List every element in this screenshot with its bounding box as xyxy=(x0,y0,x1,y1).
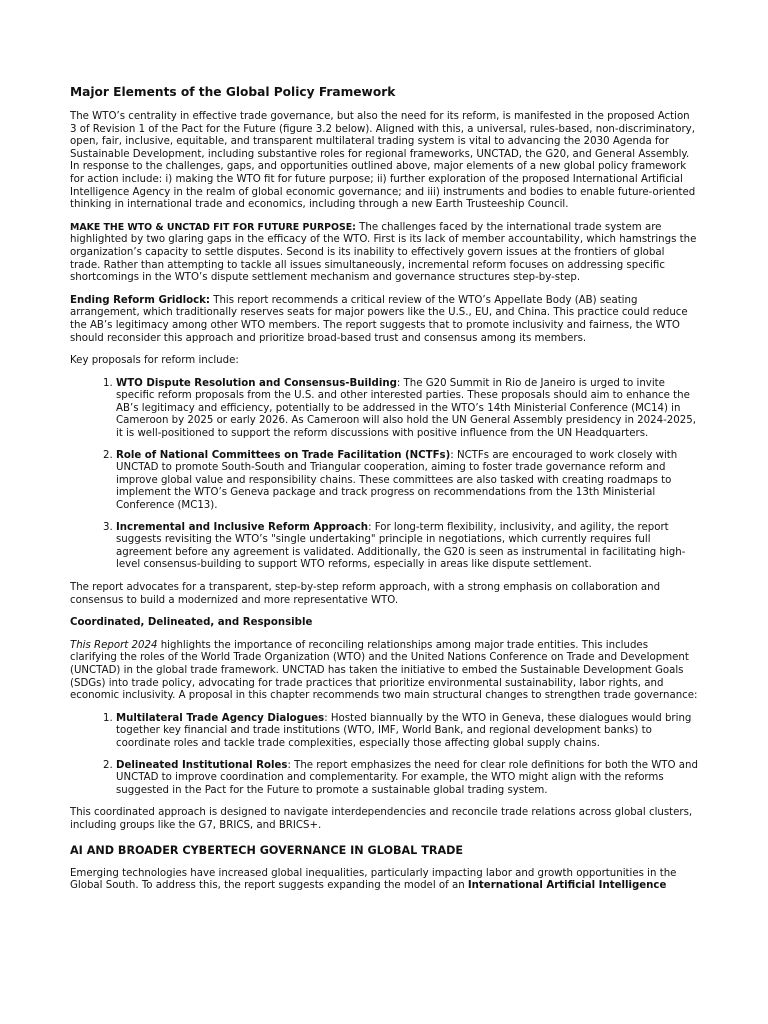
report-title-italic: This Report 2024 xyxy=(70,639,158,651)
ai-bold-term: International Artificial Intelligence xyxy=(467,880,667,892)
ai-text: Emerging technologies have increased global inequalities, particularly impacting labor and growth opportunities in the Global South. To address this, the report suggests expanding the model of an xyxy=(70,867,677,892)
structural-text: : Hosted biannually by the WTO in Geneva, these dialogues would bring together key financial and trade institutions (WTO, IMF, World Bank, and regional development banks) to coordinate roles and tackle trade complexities, especially those affecting global supply chains. xyxy=(116,712,692,749)
advocates-paragraph: The report advocates for a transparent, step-by-step reform approach, with a strong emphasis on collaboration and consensus to build a modernized and more representative WTO. xyxy=(70,582,661,606)
structural-title: Multilateral Trade Agency Dialogues xyxy=(116,712,325,724)
fit-text: The challenges faced by the international trade system are highlighted by two glaring gaps in the efficacy of the WTO. First is its lack of member accountability, which hamstrings the organization’s capacity to settle disputes. Second is its inability to effectively govern issues at the frontiers of global trade. Rather than attempting to tackle all issues simultaneously, incremental reform focuses on addressing specific shortcomings in the WTO’s dispute settlement mechanism and governance structures step-by-step. xyxy=(70,221,697,284)
list-item xyxy=(116,522,698,572)
proposal-title: Role of National Committees on Trade Facilitation (NCTFs) xyxy=(116,449,451,461)
list-item xyxy=(116,760,698,798)
list-item xyxy=(116,713,698,751)
ai-heading: AI AND BROADER CYBERTECH GOVERNANCE IN GLOBAL TRADE xyxy=(70,843,464,857)
proposals-list xyxy=(70,378,698,572)
proposal-title: Incremental and Inclusive Reform Approach xyxy=(116,521,369,533)
structural-text: : The report emphasizes the need for clear role definitions for both the WTO and UNCTAD to improve coordination and complementarity. For example, the WTO might align with the reforms suggested in the Pact for the Future to promote a sustainable global trading system. xyxy=(116,759,698,796)
report-paragraph xyxy=(70,640,698,703)
ai-paragraph xyxy=(70,868,698,893)
intro-paragraph: The WTO’s centrality in effective trade governance, but also the need for its reform, is manifested in the proposed Action 3 of Revision 1 of the Pact for the Future (figure 3.2 below). Aligned with this, a universal, rules-based, non-discriminatory, open, fair, inclusive, equitable, and transparent multilateral trading system is vital to advancing the 2030 Agenda for Sustainable Development, including substantive roles for regional frameworks, UNCTAD, the G20, and General Assembly. In response to the challenges, gaps, and opportunities outlined above, major elements of a new global policy framework for action include: i) making the WTO fit for future purpose; ii) further exploration of the proposed International Artificial Intelligence Agency in the realm of global economic governance; and iii) instruments and bodies to enable future-oriented thinking in international trade and economics, including through a new Earth Trusteeship Council. xyxy=(70,111,696,211)
section-heading: Major Elements of the Global Policy Framework xyxy=(70,85,396,99)
proposal-title: WTO Dispute Resolution and Consensus-Building xyxy=(116,377,397,389)
list-item xyxy=(116,450,698,513)
gridlock-paragraph xyxy=(70,295,698,345)
structural-title: Delineated Institutional Roles xyxy=(116,759,288,771)
proposal-text: : The G20 Summit in Rio de Janeiro is urged to invite specific reform proposals from the U.S. and other interested parties. These proposals should aim to enhance the AB’s legitimacy and efficiency, potentially to be addressed in the WTO’s 14th Ministerial Conference (MC14) in Cameroon by 2025 or early 2026. As Cameroon will also hold the UN General Assembly presidency in 2024-2025, it is well-positioned to support the reform discussions with positive influence from the UN Headquarters. xyxy=(116,377,696,440)
structural-list xyxy=(70,713,698,798)
key-proposals-intro: Key proposals for reform include: xyxy=(70,355,239,367)
gridlock-text: This report recommends a critical review of the WTO’s Appellate Body (AB) seating arrangement, which traditionally reserves seats for major powers like the U.S., EU, and China. This practice could reduce the AB’s legitimacy among other WTO members. The report suggests that to promote inclusivity and fairness, the WTO should reconsider this approach and prioritize broad-based trust and consensus among its members. xyxy=(70,294,688,344)
coordinated-subheading: Coordinated, Delineated, and Responsible xyxy=(70,617,313,629)
fit-paragraph xyxy=(70,222,698,285)
coordinated-paragraph: This coordinated approach is designed to navigate interdependencies and reconcile trade relations across global clusters, including groups like the G7, BRICS, and BRICS+. xyxy=(70,807,693,831)
proposal-text: : NCTFs are encouraged to work closely with UNCTAD to promote South-South and Triangular cooperation, aiming to foster trade governance reform and improve global value and responsibility chains. These committees are also tasked with creating roadmaps to implement the WTO’s Geneva package and track progress on recommendations from the 13th Ministerial Conference (MC13). xyxy=(116,449,678,512)
list-item xyxy=(116,378,698,441)
fit-lead: MAKE THE WTO & UNCTAD FIT FOR FUTURE PURPOSE: xyxy=(70,221,356,233)
gridlock-lead: Ending Reform Gridlock: xyxy=(70,294,211,306)
proposal-text: : For long-term flexibility, inclusivity, and agility, the report suggests revisiting the WTO’s "single undertaking" principle in negotiations, which currently requires full agreement before any agreement is validated. Additionally, the G20 is seen as instrumental in facilitating high-level consensus-building to support WTO reforms, especially in areas like dispute settlement. xyxy=(116,521,686,571)
report-text: highlights the importance of reconciling relationships among major trade entities. This includes clarifying the roles of the World Trade Organization (WTO) and the United Nations Conference on Trade and Development (UNCTAD) in the global trade framework. UNCTAD has taken the initiative to embed the Sustainable Development Goals (SDGs) into trade policy, advocating for trade practices that prioritize environmental sustainability, labor rights, and economic inclusivity. A proposal in this chapter recommends two main structural changes to strengthen trade governance: xyxy=(70,639,698,702)
